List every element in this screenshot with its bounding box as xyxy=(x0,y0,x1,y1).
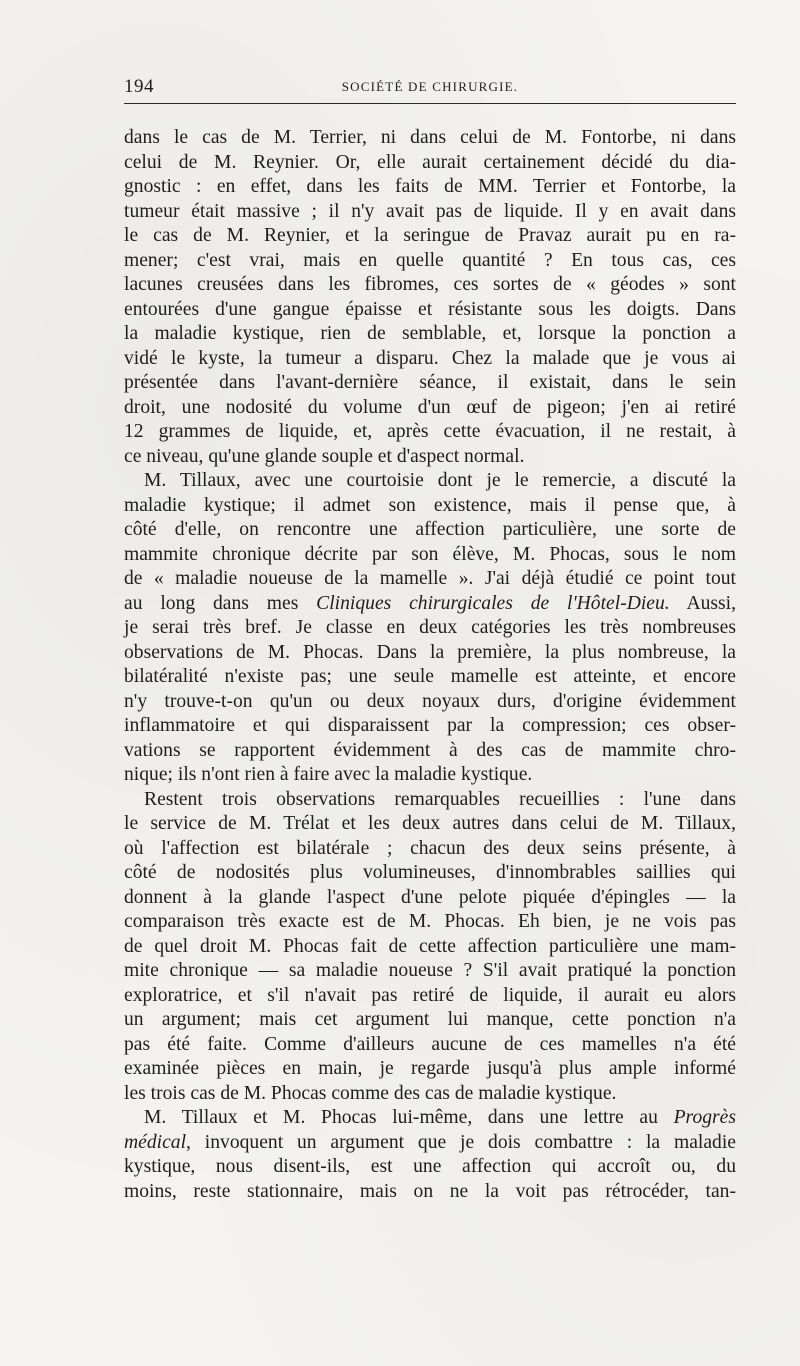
header-rule xyxy=(124,103,736,104)
text-segment: Aussi, xyxy=(669,592,736,614)
text-line: examinée pièces en main, je regarde jusqu'à plus ample informé xyxy=(124,1058,736,1079)
text-line: côté d'elle, on rencontre une affection particulière, une sorte de xyxy=(124,519,736,540)
text-line: de « maladie noueuse de la mamelle ». J'ai déjà étudié ce point tout xyxy=(124,568,736,589)
text-line: présentée dans l'avant-dernière séance, il existait, dans le sein xyxy=(124,372,736,393)
journal-title: Progrès xyxy=(673,1107,736,1128)
text-line: vidé le kyste, la tumeur a disparu. Chez la malade que je vous ai xyxy=(124,347,736,369)
text-line: je serai très bref. Je classe en deux catégories les très nombreuses xyxy=(124,617,736,638)
text-line: 12 grammes de liquide, et, après cette évacuation, il ne restait, à xyxy=(124,421,736,442)
text-line: M. Tillaux, avec une courtoisie dont je le remercie, a discuté la xyxy=(144,470,736,491)
text-line: côté de nodosités plus volumineuses, d'innombrables saillies qui xyxy=(124,862,736,883)
text-line: vations se rapportent évidemment à des cas de mammite chro- xyxy=(124,739,736,761)
text-line-mixed xyxy=(124,1131,736,1156)
text-line: gnostic : en effet, dans les faits de MM. Terrier et Fontorbe, la xyxy=(124,176,736,197)
text-line-mixed xyxy=(124,1106,736,1131)
text-line: dans le cas de M. Terrier, ni dans celui de M. Fontorbe, ni dans xyxy=(124,127,736,148)
text-line: exploratrice, et s'il n'avait pas retiré de liquide, il aurait eu alors xyxy=(124,984,736,1006)
text-line: où l'affection est bilatérale ; chacun des deux seins présente, à xyxy=(124,837,736,859)
text-line: tumeur était massive ; il n'y avait pas de liquide. Il y en avait dans xyxy=(124,200,736,222)
text-line: mener; c'est vrai, mais en quelle quantité ? En tous cas, ces xyxy=(124,249,736,271)
text-line: droit, une nodosité du volume d'un œuf de pigeon; j'en ai retiré xyxy=(124,396,736,418)
text-line: n'y trouve-t-on qu'un ou deux noyaux durs, d'origine évidemment xyxy=(124,690,736,712)
text-line: bilatéralité n'existe pas; une seule mamelle est atteinte, et encore xyxy=(124,666,736,687)
text-line: donnent à la glande l'aspect d'une pelote piquée d'épingles — la xyxy=(124,886,736,908)
book-title: Cliniques chirurgicales de l'Hôtel-Dieu. xyxy=(316,592,670,614)
text-line: observations de M. Phocas. Dans la première, la plus nombreuse, la xyxy=(124,641,736,663)
text-line: la maladie kystique, rien de semblable, et, lorsque la ponction a xyxy=(124,323,736,344)
text-line: kystique, nous disent-ils, est une affection qui accroît ou, du xyxy=(124,1156,736,1177)
text-line: le service de M. Trélat et les deux autres dans celui de M. Tillaux, xyxy=(124,813,736,834)
text-line: lacunes creusées dans les fibromes, ces sortes de « géodes » sont xyxy=(124,274,736,295)
running-head: SOCIÉTÉ DE CHIRURGIE. xyxy=(341,79,519,94)
text-line: inflammatoire et qui disparaissent par la compression; ces obser- xyxy=(124,715,736,736)
page-header xyxy=(124,76,736,100)
text-segment: invoquent un argument que je dois combattre : la maladie xyxy=(190,1131,736,1153)
text-segment: M. Tillaux et M. Phocas lui-même, dans une lettre au xyxy=(144,1107,674,1128)
text-line: Restent trois observations remarquables recueillies : l'une dans xyxy=(144,788,736,810)
text-line: le cas de M. Reynier, et la seringue de Pravaz aurait pu en ra- xyxy=(124,225,736,246)
text-line: les trois cas de M. Phocas comme des cas de maladie kystique. xyxy=(124,1082,617,1104)
text-line-mixed xyxy=(124,592,736,617)
text-line: de quel droit M. Phocas fait de cette affection particulière une mam- xyxy=(124,935,736,957)
text-line: ce niveau, qu'une glande souple et d'aspect normal. xyxy=(124,445,525,467)
text-line: mite chronique — sa maladie noueuse ? S'il avait pratiqué la ponction xyxy=(124,960,736,981)
text-line: celui de M. Reynier. Or, elle aurait certainement décidé du dia- xyxy=(124,151,736,173)
text-line: comparaison très exacte est de M. Phocas. Eh bien, je ne vois pas xyxy=(124,911,736,932)
text-line: pas été faite. Comme d'ailleurs aucune de ces mamelles n'a été xyxy=(124,1033,736,1055)
text-line: moins, reste stationnaire, mais on ne la voit pas rétrocéder, tan- xyxy=(124,1180,736,1202)
body-text xyxy=(124,126,736,1204)
journal-title: médical, xyxy=(124,1131,191,1153)
text-segment: au long dans mes xyxy=(124,592,317,614)
text-line: maladie kystique; il admet son existence, mais il pense que, à xyxy=(124,494,736,516)
page-number: 194 xyxy=(124,76,154,97)
text-line: entourées d'une gangue épaisse et résistante sous les doigts. Dans xyxy=(124,298,736,320)
text-line: mammite chronique décrite par son élève, M. Phocas, sous le nom xyxy=(124,543,736,565)
text-line: un argument; mais cet argument lui manque, cette ponction n'a xyxy=(124,1009,736,1030)
text-line: nique; ils n'ont rien à faire avec la maladie kystique. xyxy=(124,764,533,785)
